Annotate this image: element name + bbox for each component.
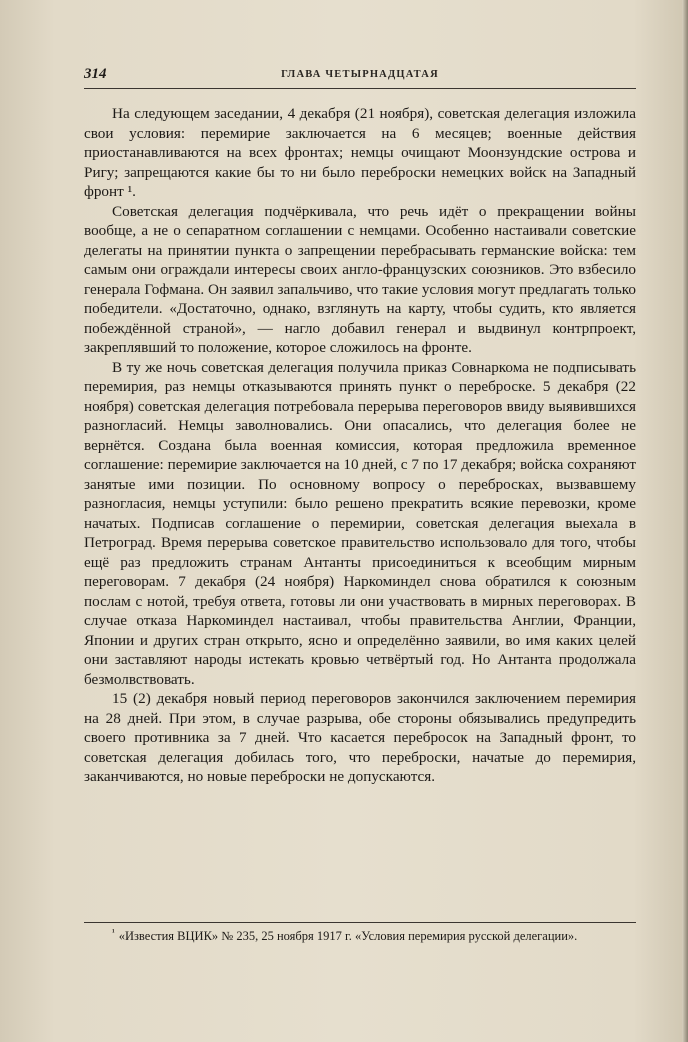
footnote-divider [84, 922, 636, 923]
paragraph: 15 (2) декабря новый период переговоров закончился заключением перемирия на 28 дней. При этом, в случае разрыва, обе стороны обязывались предупредить своего противника за 7 дней. Что касается перебросок на Западный фронт, то советская делегация добилась того, что переброски, начатые до перемирия, заканчиваются, но новые переброски не допускаются. [84, 690, 636, 785]
main-text [84, 104, 636, 787]
page-edge-shadow [682, 0, 688, 1042]
chapter-title: ГЛАВА ЧЕТЫРНАДЦАТАЯ [281, 69, 439, 80]
footnote-text: «Известия ВЦИК» № 235, 25 ноября 1917 г. «Условия перемирия русской делегации». [118, 929, 578, 944]
footnotes [84, 924, 636, 944]
footnote [84, 924, 636, 944]
paragraph: На следующем заседании, 4 декабря (21 ноября), советская делегация изложила свои условия: перемирие заключается на 6 месяцев; военные действия приостанавливаются на всех фронтах; немцы очищают Моонзундские острова и Ригу; запрещаются какие бы то ни было переброски немецких войск на Западный фронт ¹. [84, 105, 636, 200]
paragraph: Советская делегация подчёркивала, что речь идёт о прекращении войны вообще, а не о сепаратном соглашении с немцами. Особенно настаивали советские делегаты на принятии пункта о запрещении перебрасывать германские войска: тем самым они ограждали интересы своих англо-французских союзников. Это взбесило генерала Гофмана. Он заявил запальчиво, что такие условия могут предлагать только победители. «Достаточно, однако, взглянуть на карту, чтобы судить, кто является побеждённой страной», — нагло добавил генерал и выдвинул контрпроект, закреплявший то положение, которое сложилось на фронте. [84, 202, 636, 356]
page-number: 314 [84, 66, 107, 82]
running-header [84, 66, 636, 89]
footnote-mark: ¹ [112, 927, 115, 937]
paragraph: В ту же ночь советская делегация получила приказ Совнаркома не подписывать перемирия, раз немцы отказываются принять пункт о переброске. 5 декабря (22 ноября) советская делегация потребовала перерыва переговоров ввиду выявившихся разногласий. Немцы заволновались. Они опасались, что делегация более не вернётся. Создана была военная комиссия, которая предложила временное соглашение: перемирие заключается на 10 дней, с 7 по 17 декабря; войска сохраняют занятые ими позиции. По основному вопросу о перебросках, вызвавшему разногласия, немцы уступили: было решено прекратить всякие перевозки, кроме начатых. Подписав соглашение о перемирии, советская делегация выехала в Петроград. Время перерыва советское правительство использовало для того, чтобы ещё раз предложить странам Антанты присоединиться к всеобщим мирным переговорам. 7 декабря (24 ноября) Наркоминдел снова обратился к союзным послам с нотой, требуя ответа, готовы ли они участвовать в мирных переговорах. В случае отказа Наркоминдел настаивал, чтобы правительства Англии, Франции, Японии и других стран открыто, ясно и определённо заявили, во имя каких целей они заставляют народы истекать кровью четвёртый год. Но Антанта продолжала безмолвствовать. [84, 358, 636, 688]
